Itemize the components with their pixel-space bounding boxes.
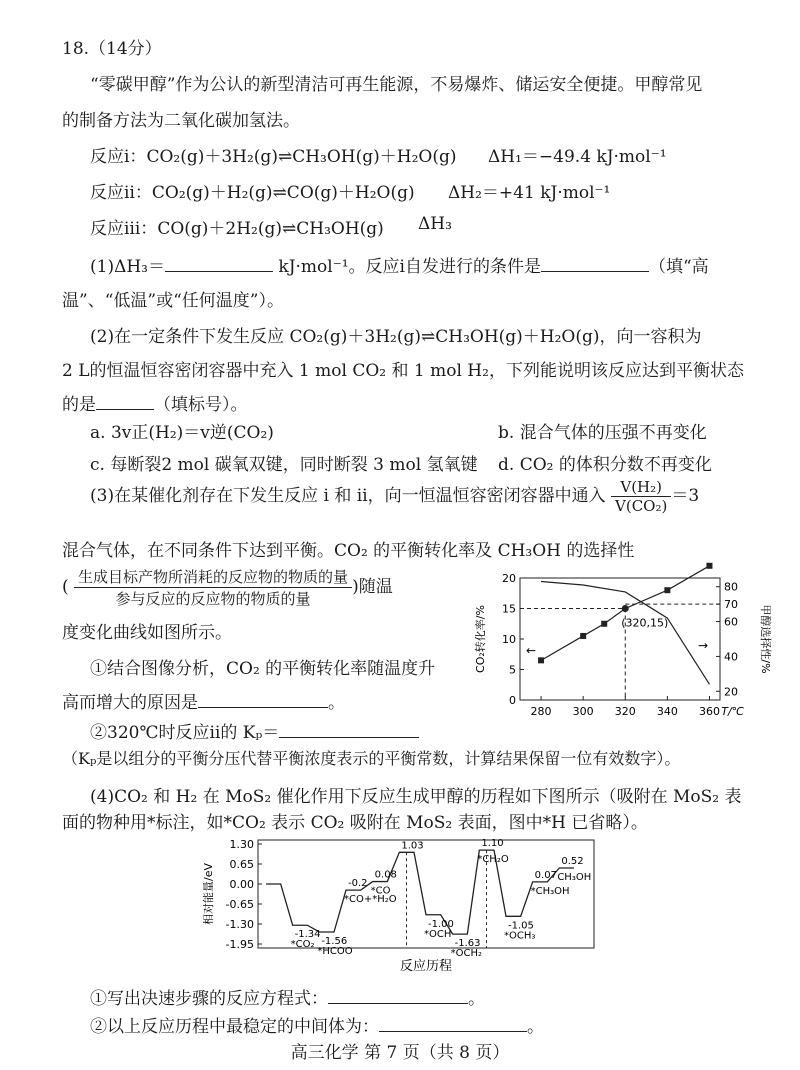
species-label: *OCH₃ xyxy=(504,930,536,942)
species-label: *HCOO xyxy=(317,946,353,957)
reaction-1-equation: CO₂(g)＋3H₂(g)⇌CH₃OH(g)＋H₂O(g) xyxy=(146,147,457,167)
selectivity-denominator: 参与反应的反应物的物质的量 xyxy=(115,590,311,608)
energy-value-label: -0.2 xyxy=(348,878,368,890)
part4-line-2: 面的物种用*标注，如*CO₂ 表示 CO₂ 吸附在 MoS₂ 表面，图中*H 已省略）。 xyxy=(62,813,648,833)
part3-with-temp: 随温 xyxy=(358,577,393,597)
y-right-tick-label: 40 xyxy=(724,650,738,664)
species-label: *CH₂O xyxy=(477,854,509,866)
part1-line xyxy=(90,252,709,277)
reaction-3-dh: ΔH₃ xyxy=(418,214,452,234)
kp-note: （Kₚ是以组分的平衡分压代替平衡浓度表示的平衡常数，计算结果保留一位有效数字）。 xyxy=(62,749,681,768)
answer-blank-condition[interactable] xyxy=(541,253,649,272)
reaction-3-label: 反应ⅲ： xyxy=(90,219,158,239)
y-tick-label: -1.30 xyxy=(225,918,254,931)
species-label: *OCH xyxy=(424,928,452,940)
energy-profile-chart xyxy=(200,836,600,976)
option-d: d. CO₂ 的体积分数不再变化 xyxy=(498,455,712,475)
reaction-1-label: 反应ⅰ： xyxy=(90,147,147,167)
part1-dh3: (1)ΔH₃＝ xyxy=(90,257,165,277)
answer-blank-dh3[interactable] xyxy=(165,253,273,272)
energy-value-label: 1.03 xyxy=(401,840,424,852)
part4-line-1: (4)CO₂ 和 H₂ 在 MoS₂ 催化作用下反应生成甲醇的历程如下图所示（吸附在 MoS₂ 表 xyxy=(90,787,742,807)
part2-line-3 xyxy=(62,390,248,415)
selectivity-definition: ( $\frac{\text{生成目标产物所消耗的反应物的物质的量}}{\text{参与反应的反应物的物质的量}}$ )随温 xyxy=(62,568,393,608)
option-a: a. 3v正(H₂)＝v逆(CO₂) xyxy=(90,423,274,443)
part3-q1-line2: 高而增大的原因是 。 xyxy=(62,688,345,713)
y-tick-label: -0.65 xyxy=(225,898,254,911)
x-axis-label: T/℃ xyxy=(721,705,744,718)
part3-line-2: 混合气体，在不同条件下达到平衡。CO₂ 的平衡转化率及 CH₃OH 的选择性 xyxy=(62,541,635,561)
y-right-tick-label: 20 xyxy=(724,685,738,699)
energy-value-label: -1.05 xyxy=(508,920,534,932)
intro-line-1: “零碳甲醇”作为公认的新型清洁可再生能源，不易爆炸、储运安全便捷。甲醇常见 xyxy=(90,75,703,95)
y-right-tick-label: 80 xyxy=(724,580,738,594)
part4-q2-prompt: ②以上反应历程中最稳定的中间体为： xyxy=(90,1017,379,1037)
x-tick-label: 340 xyxy=(656,705,678,718)
y-right-tick-label: 70 xyxy=(724,598,738,612)
part3-q2 xyxy=(90,718,419,743)
right-arrow-icon: → xyxy=(698,638,709,653)
energy-value-label: -1.63 xyxy=(454,938,481,950)
species-label: *CO+*H₂O xyxy=(344,894,397,906)
chart1-frame xyxy=(520,578,720,700)
energy-value-label: -1.34 xyxy=(294,929,321,941)
x-axis-label: 反应历程 xyxy=(399,959,453,974)
energy-value-label: 0.07 xyxy=(534,869,557,881)
intro-line-2: 的制备方法为二氧化碳加氢法。 xyxy=(62,111,300,131)
part4-q1-prompt: ①写出决速步骤的反应方程式： xyxy=(90,989,328,1009)
answer-blank-kp[interactable] xyxy=(279,719,419,738)
reaction-2-equation: CO₂(g)＋H₂(g)⇌CO(g)＋H₂O(g) xyxy=(151,183,415,203)
species-label: *CO₂ xyxy=(290,939,315,951)
answer-blank-reason[interactable] xyxy=(198,689,328,708)
y-left-axis-label: CO₂转化率/% xyxy=(474,605,487,673)
species-label: *CO xyxy=(370,885,391,897)
question-number: 18.（14分） xyxy=(62,39,162,59)
x-tick-label: 320 xyxy=(614,705,636,718)
reaction-1 xyxy=(90,142,456,167)
y-tick-label: -1.95 xyxy=(225,938,254,951)
co2-conversion-chart xyxy=(470,568,770,738)
data-point xyxy=(664,587,670,593)
y-left-tick-label: 15 xyxy=(502,602,516,616)
reaction-2-dh: ΔH₂＝+41 kJ·mol⁻¹ xyxy=(448,183,611,203)
energy-value-label: 1.10 xyxy=(481,838,504,850)
energy-value-label: -1.00 xyxy=(428,918,454,930)
x-tick-label: 360 xyxy=(698,705,720,718)
selectivity-fraction xyxy=(74,566,352,609)
selectivity-numerator: 生成目标产物所消耗的反应物的物质的量 xyxy=(74,566,352,588)
data-point xyxy=(538,657,544,663)
part3-q1: ①结合图像分析，CO₂ 的平衡转化率随温度升 xyxy=(90,659,436,679)
data-point xyxy=(601,621,607,627)
species-label: CH₃OH xyxy=(557,872,592,883)
x-tick-label: 280 xyxy=(530,705,552,718)
energy-value-label: -1.56 xyxy=(321,936,348,947)
part2-hint: （填标号）。 xyxy=(154,395,248,415)
reaction-1-dh: ΔH₁＝−49.4 kJ·mol⁻¹ xyxy=(488,147,667,167)
y-tick-label: 1.30 xyxy=(229,838,254,851)
part3-q2-kp: ②320℃时反应ⅱ的 Kₚ＝ xyxy=(90,723,280,743)
species-label: *CH₃OH xyxy=(530,885,570,897)
part2-prompt: 的是 xyxy=(62,395,96,415)
part3-q1-reason: 高而增大的原因是 xyxy=(62,693,198,713)
answer-blank-stable[interactable] xyxy=(379,1013,527,1032)
ratio-value: ＝3 xyxy=(671,486,700,506)
species-label: *OCH₂ xyxy=(450,948,483,960)
ratio-denominator: V(CO₂) xyxy=(615,497,668,515)
ratio-numerator: V(H₂) xyxy=(611,478,671,497)
part2-line-2: 2 L的恒温恒容密闭容器中充入 1 mol CO₂ 和 1 mol H₂，下列能说明该反应达到平衡状态 xyxy=(62,361,744,381)
option-c: c. 每断裂2 mol 碳氧双键，同时断裂 3 mol 氢氧键 xyxy=(90,455,478,475)
answer-blank-step[interactable] xyxy=(328,985,468,1004)
part3-line-1 xyxy=(90,478,699,515)
y-tick-label: 0.65 xyxy=(229,858,254,871)
reaction-3 xyxy=(90,214,384,239)
reaction-2-label: 反应ⅱ： xyxy=(90,183,152,203)
y-right-tick-label: 60 xyxy=(724,615,738,629)
energy-value-label: 0.08 xyxy=(374,869,397,881)
h2-co2-ratio xyxy=(611,478,671,515)
y-left-tick-label: 20 xyxy=(502,572,516,585)
y-left-tick-label: 0 xyxy=(509,694,516,707)
part1-line-2: 温”、“低温”或“任何温度”）。 xyxy=(62,291,284,311)
part2-line-1: (2)在一定条件下发生反应 CO₂(g)＋3H₂(g)⇌CH₃OH(g)＋H₂O(g)，向一容积为 xyxy=(90,327,702,347)
page-footer: 高三化学 第 7 页（共 8 页） xyxy=(290,1043,510,1063)
y-tick-label: 0.00 xyxy=(229,878,254,891)
option-b: b. 混合气体的压强不再变化 xyxy=(498,423,707,443)
energy-value-label: 0.52 xyxy=(561,856,584,867)
y-axis-label: 相对能量/eV xyxy=(202,863,215,925)
y-left-tick-label: 5 xyxy=(509,663,516,677)
part1-condition: kJ·mol⁻¹。反应ⅰ自发进行的条件是 xyxy=(278,257,541,277)
part4-q2: ②以上反应历程中最稳定的中间体为： 。 xyxy=(90,1012,544,1037)
y-right-axis-label: 甲醇选择性/% xyxy=(759,604,772,674)
part3-intro: (3)在某催化剂存在下发生反应 ⅰ 和 ⅱ，向一恒温恒容密闭容器中通入 xyxy=(90,486,606,506)
part4-q1: ①写出决速步骤的反应方程式： 。 xyxy=(90,984,485,1009)
data-point xyxy=(580,633,586,639)
data-point xyxy=(706,563,712,569)
x-tick-label: 300 xyxy=(572,705,594,718)
y-left-tick-label: 10 xyxy=(502,633,516,646)
reaction-2 xyxy=(90,178,415,203)
answer-blank-part2[interactable] xyxy=(96,391,154,410)
part1-fill-hint: （填“高 xyxy=(648,257,709,277)
data-point xyxy=(622,605,629,612)
left-arrow-icon: ← xyxy=(526,643,537,658)
point-annotation: (320,15) xyxy=(621,616,669,630)
part3-line-3: 度变化曲线如图所示。 xyxy=(62,623,232,643)
reaction-3-equation: CO(g)＋2H₂(g)⇌CH₃OH(g) xyxy=(157,219,384,239)
